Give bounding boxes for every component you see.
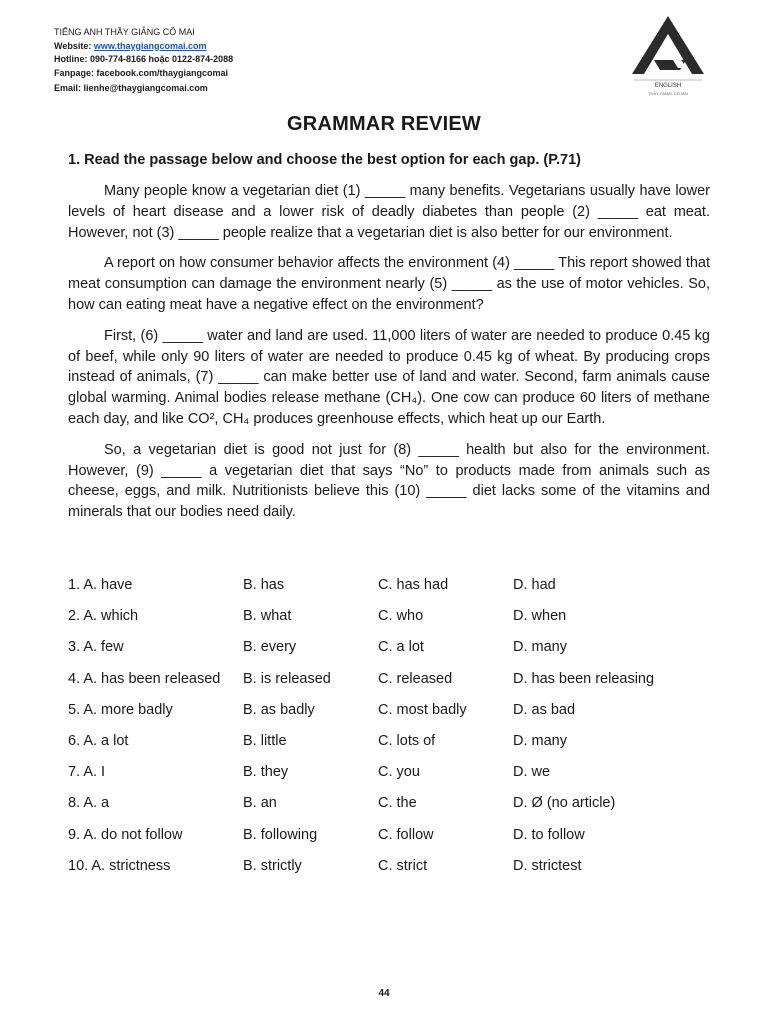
option-b: B. following [243, 826, 318, 843]
option-c: C. who [378, 608, 424, 625]
passage-paragraph: Many people know a vegetarian diet (1) _____ many benefits. Vegetarians usually have lower levels of heart disease and a lower risk of deadly diabetes than people (2) _____ eat meat. However, not (3) _____ people realize that a vegetarian diet is also better for our environment. [68, 183, 710, 241]
option-c: C. follow [378, 826, 434, 843]
website-label: Website: [54, 40, 92, 51]
passage-paragraph: First, (6) _____ water and land are used. 11,000 liters of water are needed to produce 0.45 kg of beef, while only 90 liters of water are needed to produce 0.45 kg of wheat. By producing crops instead of animals, (7) _____ can make better use of land and water. Second, farm animals cause global warming. Animal bodies release methane (CH₄). One cow can produce 60 liters of methane each day, and like CO², CH₄ produces greenhouse effects, which heat up our Earth. [68, 327, 710, 427]
option-d: D. Ø (no article) [513, 795, 616, 812]
contact-header [54, 26, 233, 96]
email-line: Email: lienhe@thaygiangcomai.com [54, 83, 208, 93]
option-a: 9. A. do not follow [68, 826, 183, 843]
option-b: B. an [243, 795, 277, 812]
option-d: D. strictest [513, 857, 582, 874]
question-heading: 1. Read the passage below and choose the best option for each gap. (P.71) [68, 152, 581, 168]
org-name: TIẾNG ANH THẦY GIẢNG CÔ MAI [54, 27, 195, 37]
option-a: 2. A. which [68, 608, 139, 625]
option-d: D. to follow [513, 826, 585, 843]
website-line [54, 40, 233, 54]
logo-text-main: ENGLISH [654, 83, 682, 89]
option-c: C. most badly [378, 701, 467, 718]
option-d: D. we [513, 764, 551, 781]
option-b: B. strictly [243, 857, 302, 874]
option-a: 8. A. a [68, 795, 110, 812]
option-b: B. has [243, 577, 285, 593]
option-a: 1. A. have [68, 577, 133, 593]
option-b: B. as badly [243, 701, 315, 718]
option-d: D. when [513, 608, 567, 625]
reading-passage [68, 181, 710, 533]
option-a: 5. A. more badly [68, 701, 173, 718]
option-a: 10. A. strictness [68, 857, 171, 874]
option-c: C. you [378, 764, 420, 781]
option-a: 7. A. I [68, 764, 106, 781]
passage-paragraph: So, a vegetarian diet is good not just for (8) _____ health but also for the environment. However, (9) _____ a vegetarian diet that says “No” to products made from animals such as cheese, eggs, and milk. Nutritionists believe this (10) _____ diet lacks some of the vitamins and minerals that our bodies need daily. [68, 441, 710, 521]
option-d: D. had [513, 577, 556, 593]
brand-logo [630, 14, 706, 100]
option-c: C. released [378, 670, 453, 687]
option-c: C. a lot [378, 639, 424, 656]
option-a: 6. A. a lot [68, 732, 129, 749]
fanpage-line: Fanpage: facebook.com/thaygiangcomai [54, 67, 229, 78]
option-c: C. has had [378, 577, 449, 593]
option-c: C. the [378, 795, 417, 812]
passage-paragraph: A report on how consumer behavior affects the environment (4) _____ This report showed that meat consumption can damage the environment nearly (5) _____ as the use of motor vehicles. So, how can eating meat have a negative effect on the environment? [68, 255, 710, 313]
logo-text-sub: THẦY GIẢNG CÔ MAI [648, 91, 688, 96]
option-b: B. little [243, 732, 287, 749]
option-a: 3. A. few [68, 639, 124, 656]
option-a: 4. A. has been released [68, 670, 221, 687]
page-number: 44 [378, 988, 390, 999]
option-b: B. is released [243, 670, 331, 687]
option-b: B. what [243, 608, 292, 625]
option-c: C. strict [378, 857, 428, 874]
page-title: GRAMMAR REVIEW [287, 113, 481, 135]
option-d: D. many [513, 732, 567, 749]
option-b: B. they [243, 764, 289, 781]
website-link[interactable]: www.thaygiangcomai.com [93, 40, 207, 51]
option-d: D. has been releasing [513, 670, 655, 687]
option-b: B. every [243, 639, 297, 656]
hotline-line: Hotline: 090-774-8166 hoặc 0122-874-2088 [54, 54, 234, 64]
option-d: D. many [513, 639, 567, 656]
option-c: C. lots of [378, 732, 436, 749]
option-d: D. as bad [513, 701, 576, 718]
